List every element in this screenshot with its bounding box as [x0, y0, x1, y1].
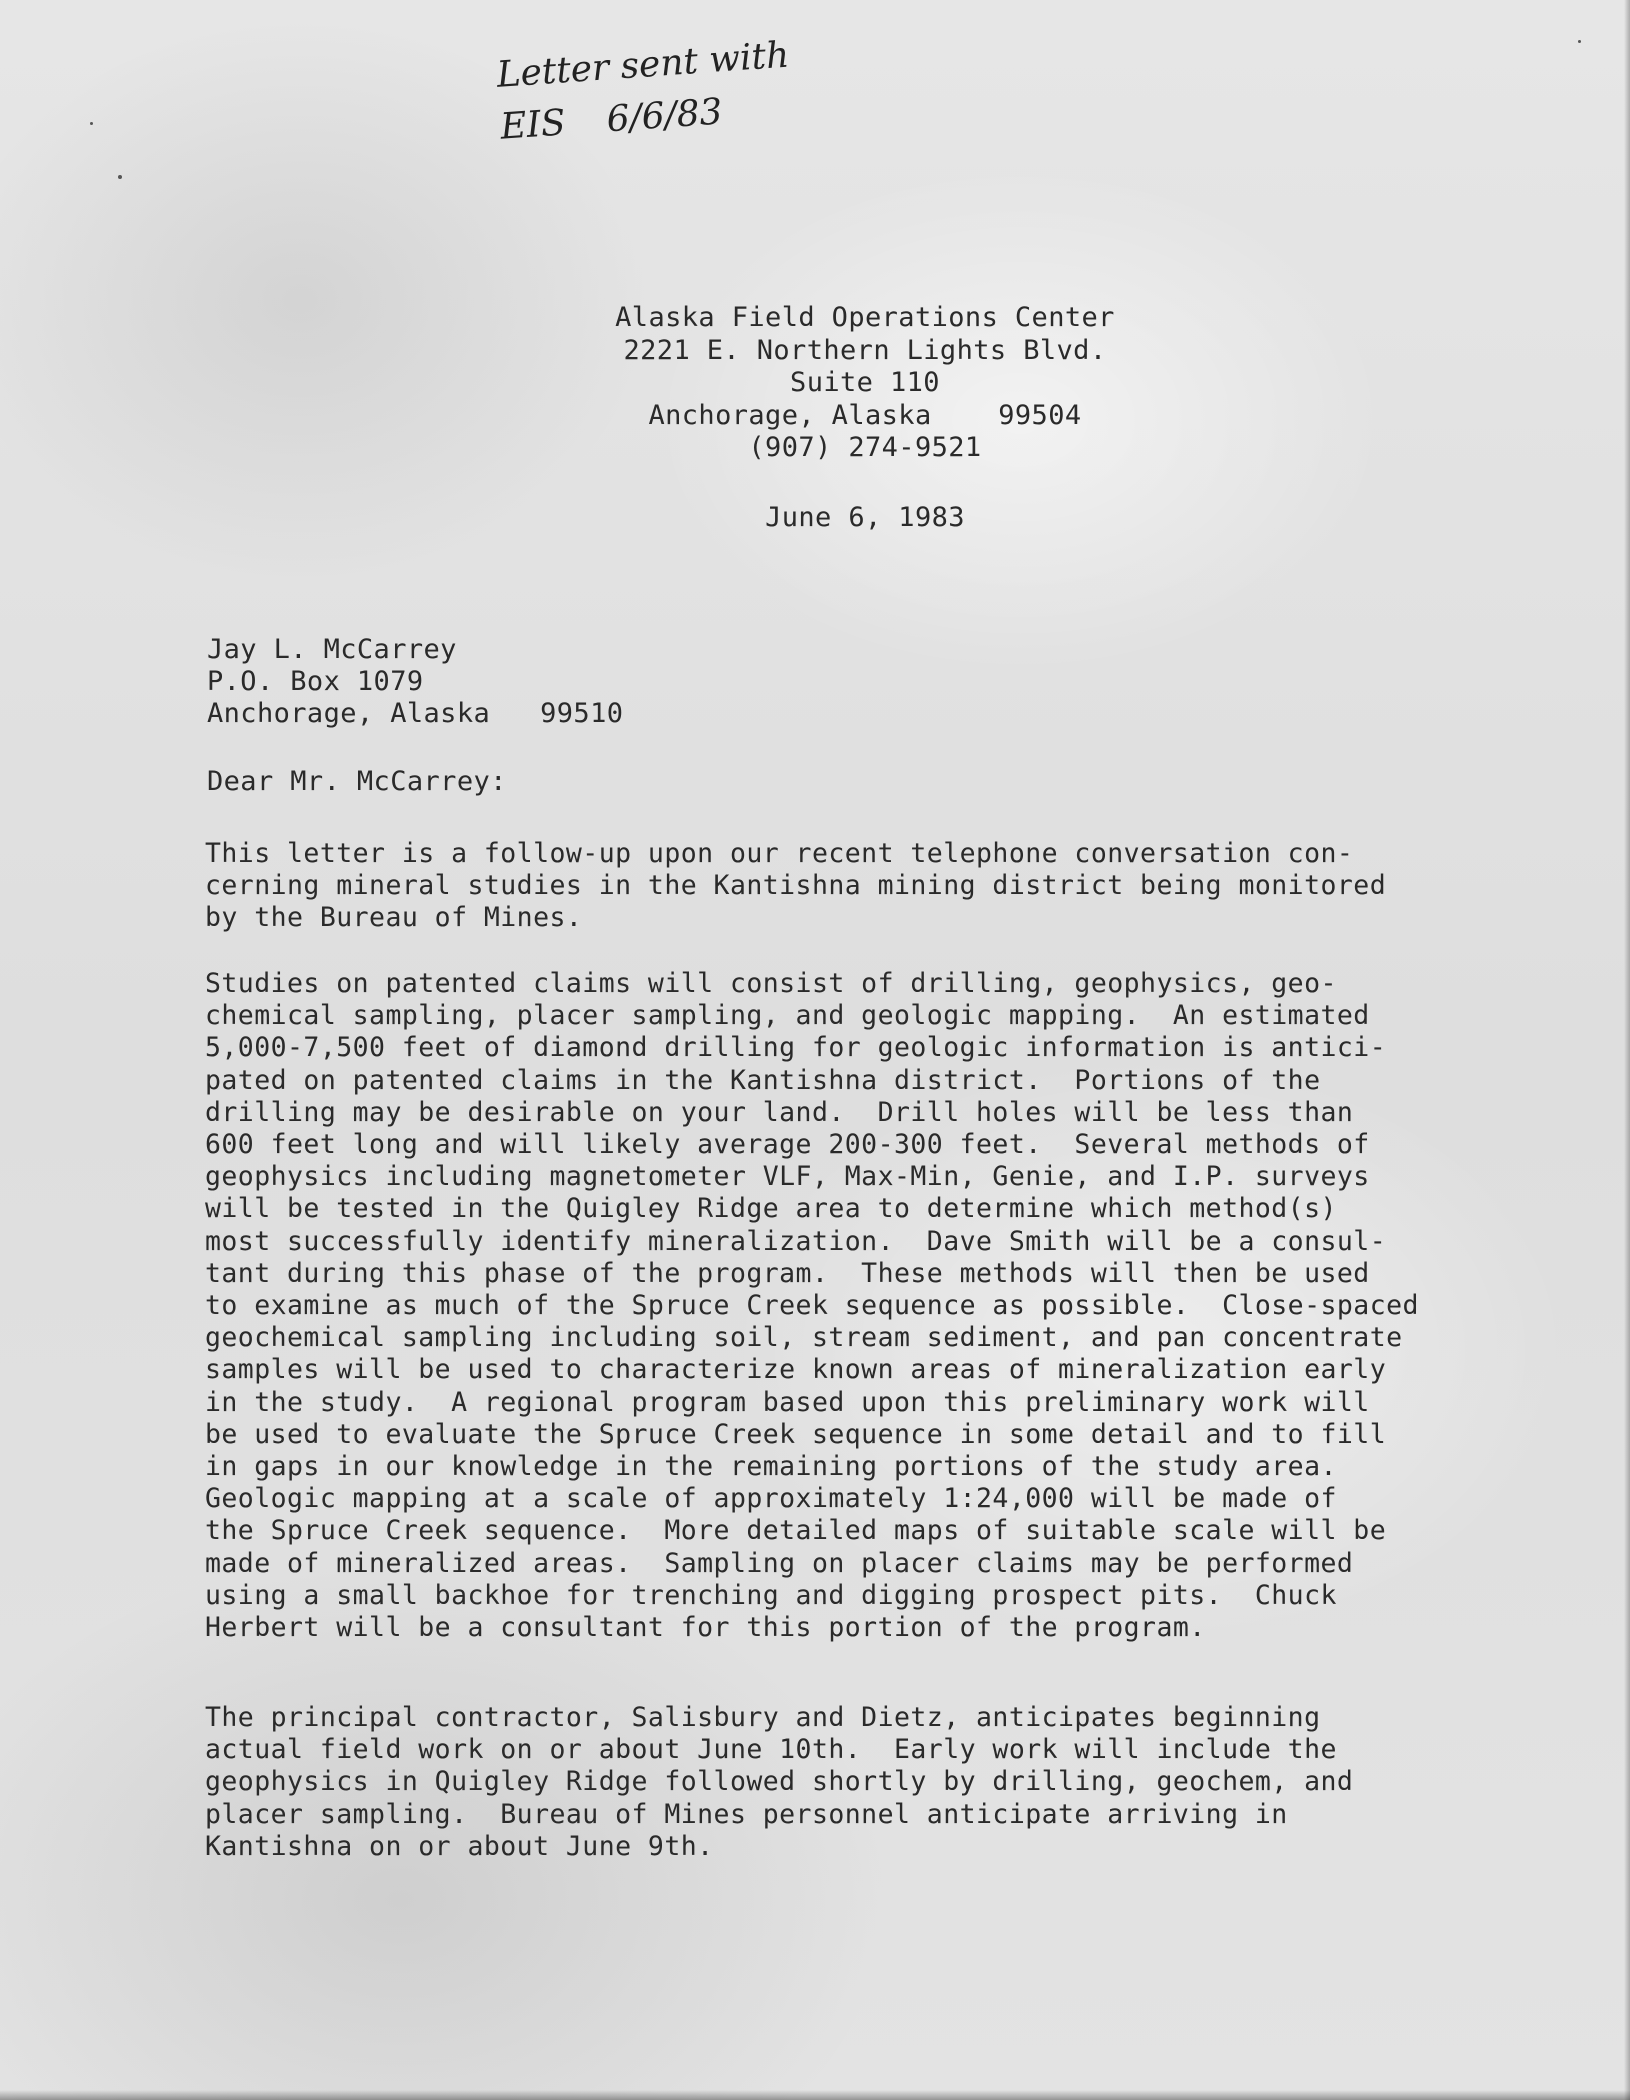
paragraph-line: geophysics including magnetometer VLF, Max-Min, Genie, and I.P. surveys — [205, 1161, 1370, 1193]
paragraph-line: pated on patented claims in the Kantishna district. Portions of the — [205, 1064, 1321, 1096]
paragraph-line: Geologic mapping at a scale of approximately 1:24,000 will be made of — [205, 1483, 1337, 1515]
paragraph-line: will be tested in the Quigley Ridge area to determine which method(s) — [205, 1193, 1337, 1225]
paragraph-line: Studies on patented claims will consist of drilling, geophysics, geo- — [205, 968, 1337, 999]
scan-speck — [90, 122, 93, 125]
handwritten-note — [495, 22, 901, 154]
letterhead-phone: (907) 274-9521 — [748, 432, 982, 463]
letterhead-street: 2221 E. Northern Lights Blvd. — [623, 334, 1107, 366]
recipient-city: Anchorage, Alaska 99510 — [207, 698, 624, 729]
handwritten-note-line1: Letter sent with — [495, 34, 791, 96]
paragraph-line: the Spruce Creek sequence. More detailed maps of suitable scale will be — [205, 1515, 1387, 1547]
paragraph-line: in the study. A regional program based upon this preliminary work will — [205, 1386, 1370, 1418]
paragraph-line: using a small backhoe for trenching and digging prospect pits. Chuck — [205, 1579, 1337, 1611]
scan-edge-bottom — [0, 2090, 1630, 2100]
paragraph-line: by the Bureau of Mines. — [205, 902, 583, 934]
paragraph-line: chemical sampling, placer sampling, and geologic mapping. An estimated — [205, 1000, 1370, 1032]
letterhead-city: Anchorage, Alaska 99504 — [648, 399, 1082, 431]
paragraph-line: This letter is a follow-up upon our recent telephone conversation con- — [205, 838, 1354, 869]
paragraph-line: geochemical sampling including soil, stream sediment, and pan concentrate — [205, 1322, 1403, 1354]
letterhead-suite: Suite 110 — [790, 367, 940, 398]
paragraph-line: placer sampling. Bureau of Mines personnel anticipate arriving in — [205, 1798, 1288, 1830]
letter-date: June 6, 1983 — [765, 502, 965, 533]
paragraph-line: 600 feet long and will likely average 200-300 feet. Several methods of — [205, 1129, 1370, 1161]
scan-speck — [118, 175, 122, 179]
recipient-name: Jay L. McCarrey — [207, 634, 457, 665]
paragraph-line: made of mineralized areas. Sampling on placer claims may be performed — [205, 1547, 1354, 1579]
recipient-address — [207, 634, 623, 730]
paragraph-line: cerning mineral studies in the Kantishna mining district being monitored — [205, 870, 1387, 902]
recipient-box: P.O. Box 1079 — [207, 666, 424, 697]
paragraph-line: samples will be used to characterize known areas of mineralization early — [205, 1354, 1387, 1386]
paragraph-line: be used to evaluate the Spruce Creek sequence in some detail and to fill — [205, 1418, 1387, 1450]
paragraph-line: 5,000-7,500 feet of diamond drilling for geologic information is antici- — [205, 1032, 1387, 1064]
letterhead — [0, 302, 1630, 465]
paragraph-3 — [205, 1702, 1353, 1863]
paragraph-1 — [205, 838, 1386, 935]
paragraph-line: actual field work on or about June 10th. Early work will include the — [205, 1734, 1337, 1766]
scan-speck — [1578, 40, 1581, 43]
paragraph-line: tant during this phase of the program. These methods will then be used — [205, 1257, 1370, 1289]
paragraph-line: geophysics in Quigley Ridge followed shortly by drilling, geochem, and — [205, 1766, 1354, 1798]
scan-edge-right — [1624, 0, 1630, 2100]
salutation: Dear Mr. McCarrey: — [207, 766, 507, 797]
paragraph-line: Kantishna on or about June 9th. — [205, 1830, 714, 1862]
paragraph-line: in gaps in our knowledge in the remaining portions of the study area. — [205, 1451, 1337, 1483]
paragraph-line: drilling may be desirable on your land. Drill holes will be less than — [205, 1096, 1354, 1128]
paragraph-line: most successfully identify mineralization. Dave Smith will be a consul- — [205, 1225, 1387, 1257]
paragraph-line: The principal contractor, Salisbury and Dietz, anticipates beginning — [205, 1702, 1321, 1733]
handwritten-note-line2: EIS 6/6/83 — [498, 91, 724, 148]
paragraph-line: to examine as much of the Spruce Creek sequence as possible. Close-spaced — [205, 1290, 1419, 1322]
paragraph-line: Herbert will be a consultant for this portion of the program. — [205, 1612, 1206, 1644]
letterhead-org: Alaska Field Operations Center — [615, 302, 1115, 333]
paragraph-2 — [205, 968, 1419, 1644]
